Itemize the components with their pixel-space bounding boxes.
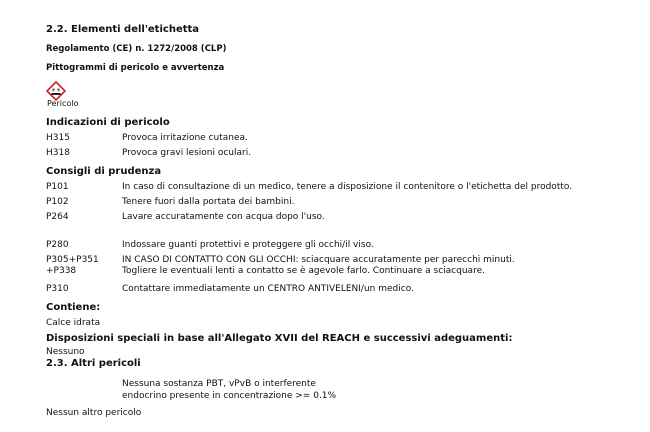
- special-provisions-heading: Disposizioni speciali in base all'Allegato XVII del REACH e successivi adeguamenti:: [46, 333, 513, 344]
- precaution-code: P264: [46, 212, 69, 222]
- hazard-code: H318: [46, 148, 70, 158]
- precaution-code: P305+P351+P338: [46, 255, 99, 276]
- precaution-code: P310: [46, 284, 69, 294]
- precaution-text: Lavare accuratamente con acqua dopo l'uso.: [122, 212, 325, 222]
- precaution-text: Tenere fuori dalla portata dei bambini.: [122, 197, 295, 207]
- special-provisions-value: Nessuno: [46, 347, 85, 357]
- other-hazards-heading: 2.3. Altri pericoli: [46, 358, 141, 369]
- contains-heading: Contiene:: [46, 302, 101, 313]
- hazard-text: Provoca irritazione cutanea.: [122, 133, 248, 143]
- hazard-code: H315: [46, 133, 70, 143]
- pictograms-heading: Pittogrammi di pericolo e avvertenza: [46, 63, 225, 73]
- precaution-text: Indossare guanti protettivi e proteggere gli occhi/il viso.: [122, 240, 374, 250]
- precaution-text: IN CASO DI CONTATTO CON GLI OCCHI: sciacquare accuratamente per parecchi minuti. Togliere le eventuali lenti a contatto se è agevole farlo. Continuare a sciacquare.: [122, 255, 515, 276]
- regulation-line: Regolamento (CE) n. 1272/2008 (CLP): [46, 44, 227, 54]
- precaution-code: P280: [46, 240, 69, 250]
- hazard-text: Provoca gravi lesioni oculari.: [122, 148, 252, 158]
- hazard-statements-heading: Indicazioni di pericolo: [46, 117, 170, 128]
- precaution-code: P102: [46, 197, 69, 207]
- precaution-code: P101: [46, 182, 69, 192]
- precaution-text: In caso di consultazione di un medico, tenere a disposizione il contenitore o l'etichetta del prodotto.: [122, 182, 573, 192]
- pbt-statement: Nessuna sostanza PBT, vPvB o interferente endocrino presente in concentrazione >= 0.1%: [122, 379, 337, 401]
- precaution-text: Contattare immediatamente un CENTRO ANTIVELENI/un medico.: [122, 284, 414, 294]
- other-hazards-text: Nessun altro pericolo: [46, 408, 142, 418]
- signal-word: Pericolo: [47, 99, 79, 108]
- contains-value: Calce idrata: [46, 318, 101, 328]
- precautionary-statements-heading: Consigli di prudenza: [46, 166, 162, 177]
- corrosion-icon: [46, 81, 66, 101]
- section-title: 2.2. Elementi dell'etichetta: [46, 24, 200, 35]
